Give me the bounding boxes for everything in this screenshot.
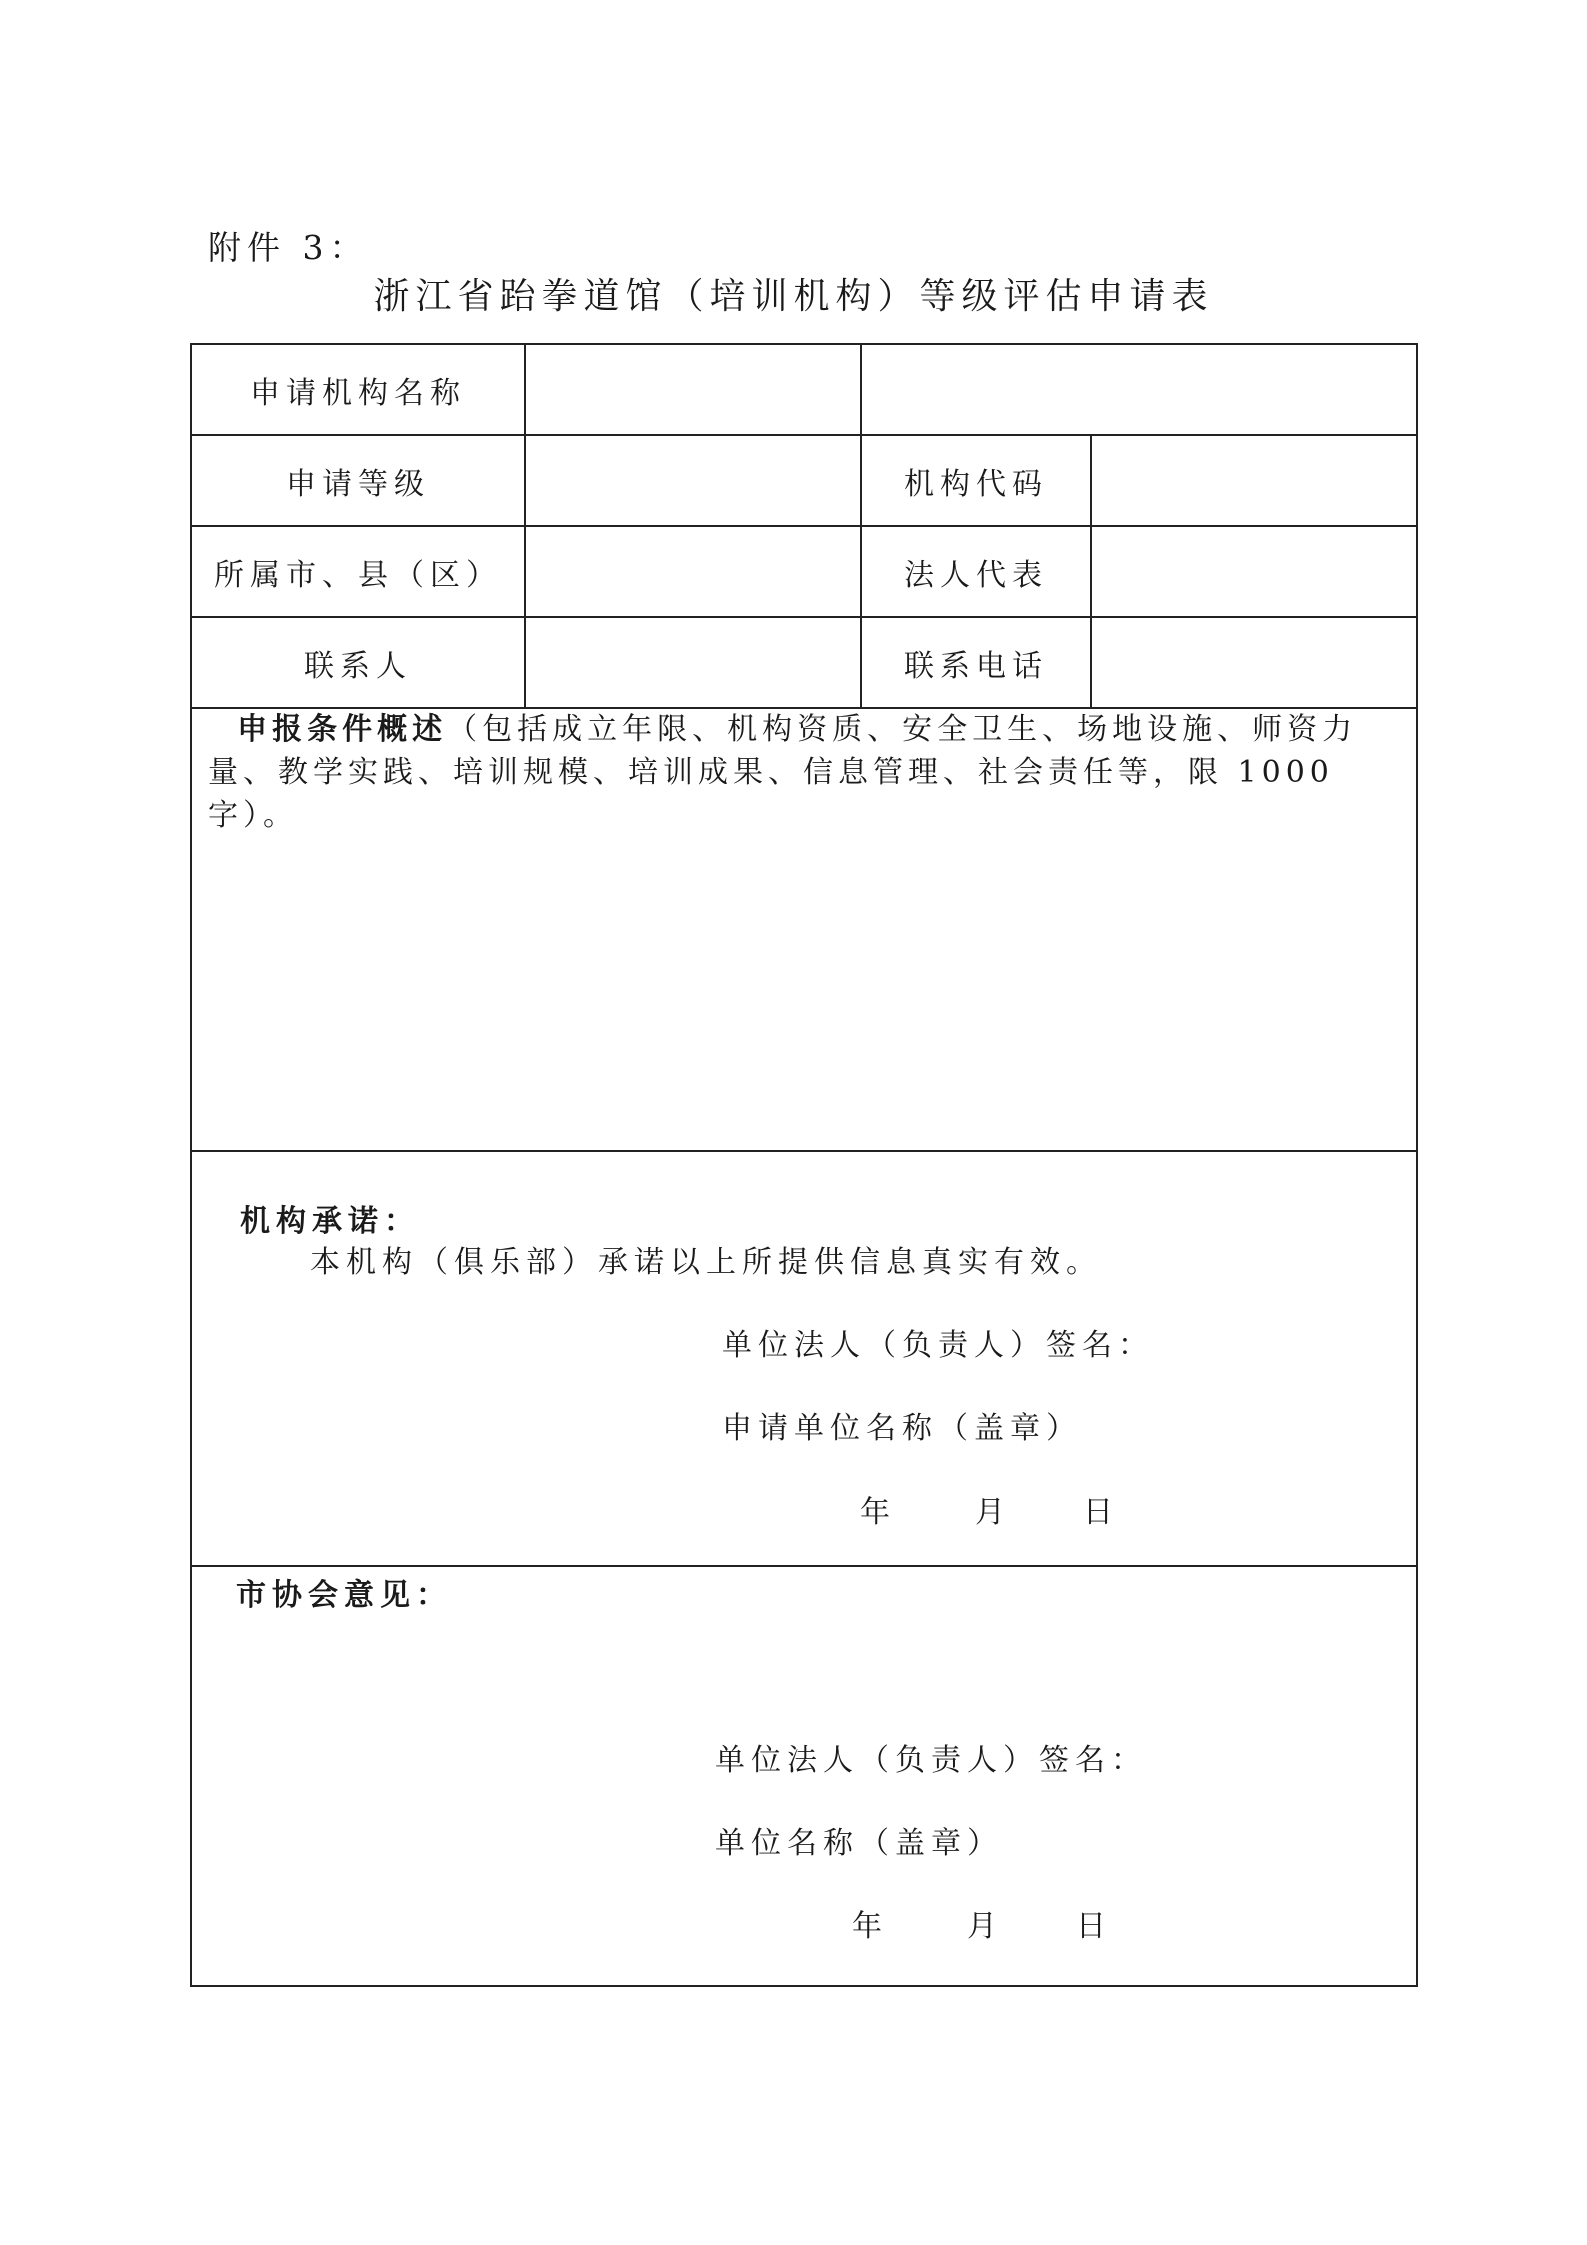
legal-rep-label: 法人代表: [904, 557, 1048, 593]
commitment-date-day: 日: [1083, 1495, 1119, 1530]
commitment-signature-label: 单位法人（负责人）签名：: [722, 1328, 1154, 1363]
grade-label: 申请等级: [286, 466, 430, 502]
city-opinion-date-year: 年: [852, 1909, 888, 1944]
org-name-extra-field[interactable]: [862, 345, 1416, 434]
city-opinion-title: 市协会意见：: [236, 1578, 452, 1613]
contact-phone-field[interactable]: [1092, 618, 1416, 707]
summary-title: 申报条件概述: [237, 712, 448, 747]
city-opinion-unit-label: 单位名称（盖章）: [715, 1826, 1003, 1861]
commitment-statement: 本机构（俱乐部）承诺以上所提供信息真实有效。: [310, 1245, 1102, 1280]
city-opinion-signature-label: 单位法人（负责人）签名：: [715, 1743, 1147, 1778]
org-name-field[interactable]: [526, 345, 860, 434]
city-county-field[interactable]: [526, 527, 860, 616]
city-county-label: 所属市、县（区）: [214, 557, 502, 593]
org-name-label: 申请机构名称: [250, 375, 466, 411]
org-code-field[interactable]: [1092, 436, 1416, 525]
commitment-title: 机构承诺：: [240, 1204, 420, 1239]
attachment-label: 附件 3：: [208, 228, 369, 267]
grade-field[interactable]: [526, 436, 860, 525]
commitment-unit-label: 申请单位名称（盖章）: [722, 1411, 1082, 1446]
city-opinion-date-day: 日: [1076, 1909, 1112, 1944]
commitment-date-month: 月: [975, 1495, 1011, 1530]
commitment-date-year: 年: [860, 1495, 896, 1530]
summary-description: （包括成立年限、机构资质、安全卫生、场地设施、师资力量、教学实践、培训规模、培训成果、信息管理、社会责任等，限 1000 字）。: [208, 712, 1358, 833]
contact-phone-label: 联系电话: [904, 648, 1048, 684]
city-opinion-date-month: 月: [967, 1909, 1003, 1944]
contact-person-field[interactable]: [526, 618, 860, 707]
summary-section[interactable]: [208, 708, 1408, 837]
legal-rep-field[interactable]: [1092, 527, 1416, 616]
contact-person-label: 联系人: [304, 648, 412, 684]
org-code-label: 机构代码: [904, 466, 1048, 502]
form-title: 浙江省跆拳道馆（培训机构）等级评估申请表: [373, 276, 1214, 317]
